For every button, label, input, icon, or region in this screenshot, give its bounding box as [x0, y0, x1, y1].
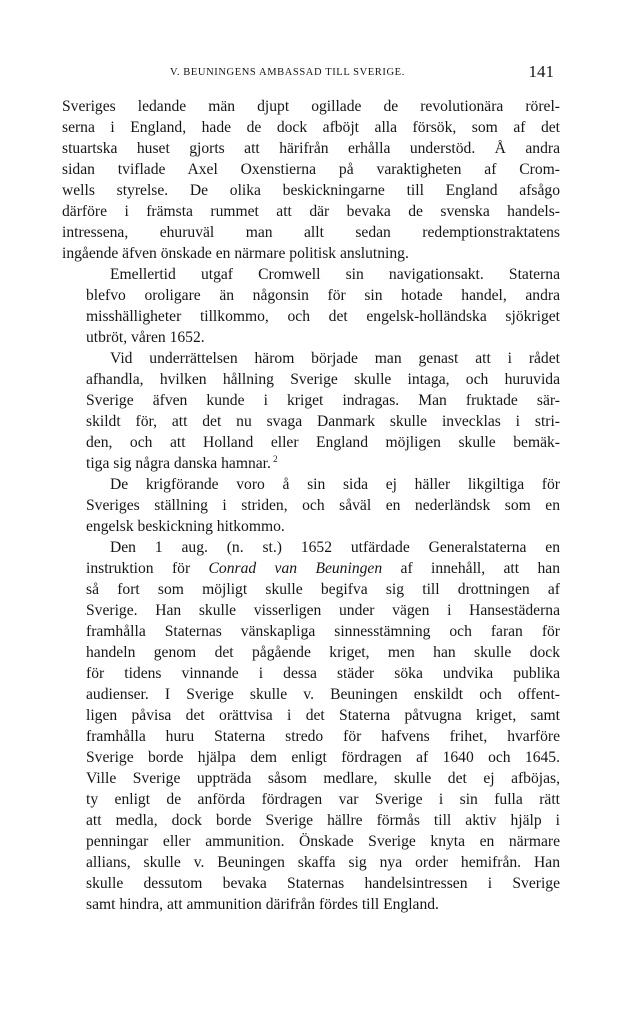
text-line: wells styrelse. De olika beskickningarne till England afsågo [62, 182, 560, 199]
text-line: samt hindra, att ammunition därifrån fördes till England. [86, 896, 439, 913]
text-line: penningar eller ammunition. Önskade Sverige knyta en närmare [86, 833, 560, 850]
paragraph [62, 264, 560, 348]
text-line: Sverige äfven kunde i kriget indragas. Man fruktade sär- [86, 392, 560, 409]
text-line: skildt för, att det nu svaga Danmark skulle invecklas i stri- [86, 413, 560, 430]
text-line: blefvo oroligare än någonsin för sin hotade handel, andra [86, 287, 560, 304]
text-line: Sveriges ställning i striden, och såväl en nederländsk som en [86, 497, 560, 514]
running-title: V. BEUNINGENS AMBASSAD TILL SVERIGE. [170, 67, 405, 78]
text-line: att medla, dock borde Sverige hällre förmås till aktiv hjälp i [86, 812, 560, 829]
body-text [62, 96, 560, 915]
text-line: ingående äfven önskade en närmare politisk anslutning. [62, 245, 409, 262]
text-line: intressena, ehuruväl man allt sedan redemptionstraktatens [62, 224, 560, 241]
italic-name: Conrad van Beuningen [208, 560, 383, 577]
text-line: stuartska huset gjorts att härifrån erhålla understöd. Å andra [62, 140, 560, 157]
text-line: serna i England, hade de dock afböjt alla försök, som af det [62, 119, 560, 136]
paragraph [62, 96, 560, 264]
text-line: Emellertid utgaf Cromwell sin navigationsakt. Staterna [110, 266, 560, 283]
text-line: Sveriges ledande män djupt ogillade de revolutionära rörel- [62, 98, 560, 115]
paragraph [62, 474, 560, 537]
text-line: De krigförande voro å sin sida ej häller likgiltiga för [110, 476, 560, 493]
text-line: utbröt, våren 1652. [86, 329, 205, 346]
text-line: den, och att Holland eller England möjligen skulle bemäk- [86, 434, 560, 451]
text-line: instruktion för Conrad van Beuningen af innehåll, att han [86, 560, 560, 577]
footnote-mark: 2 [270, 453, 278, 464]
text-line: Sverige borde hjälpa dem enligt fördragen af 1640 och 1645. [86, 749, 560, 766]
text-line: Sverige. Han skulle visserligen under vägen i Hansestäderna [86, 602, 560, 619]
text-line: allians, skulle v. Beuningen skaffa sig nya order hemifrån. Han [86, 854, 560, 871]
text-line: handeln genom det pågående kriget, men han skulle dock [86, 644, 560, 661]
text-line: skulle dessutom bevaka Staternas handelsintressen i Sverige [86, 875, 560, 892]
text-line: tiga sig några danska hamnar. $^2$ [86, 453, 278, 472]
text-line: framhålla Staternas vänskapliga sinnesstämning och faran för [86, 623, 560, 640]
text-line: framhålla huru Staterna stredo för hafvens frihet, hvarföre [86, 728, 560, 745]
text-line: engelsk beskickning hitkommo. [86, 518, 285, 535]
page-number: 141 [528, 62, 554, 81]
text-line: ligen påvisa det orättvisa i det Staterna påtvugna kriget, samt [86, 707, 560, 724]
text-line: så fort som möjligt skulle begifva sig till drottningen af [86, 581, 560, 598]
book-page [62, 64, 560, 915]
text-line: sidan tviflade Axel Oxenstierna på varaktigheten af Crom- [62, 161, 560, 178]
text-line: Ville Sverige uppträda såsom medlare, skulle det ej afböjas, [86, 770, 560, 787]
running-header [62, 64, 560, 88]
text-line: misshälligheter tillkommo, och det engelsk-holländska sjökriget [86, 308, 560, 325]
text-line: ty enligt de anförda fördragen var Sverige i sin fulla rätt [86, 791, 560, 808]
text-line: audienser. I Sverige skulle v. Beuningen enskildt och offent- [86, 686, 560, 703]
paragraph [62, 537, 560, 915]
text-line: Vid underrättelsen härom började man genast att i rådet [110, 350, 560, 367]
text-line: för tidens vinnande i dessa städer söka undvika publika [86, 665, 560, 682]
text-line: Den 1 aug. (n. st.) 1652 utfärdade Generalstaterna en [110, 539, 560, 556]
text-line: därföre i främsta rummet att där bevaka de svenska handels- [62, 203, 560, 220]
paragraph [62, 348, 560, 474]
text-line: afhandla, hvilken hållning Sverige skulle intaga, och huruvida [86, 371, 560, 388]
